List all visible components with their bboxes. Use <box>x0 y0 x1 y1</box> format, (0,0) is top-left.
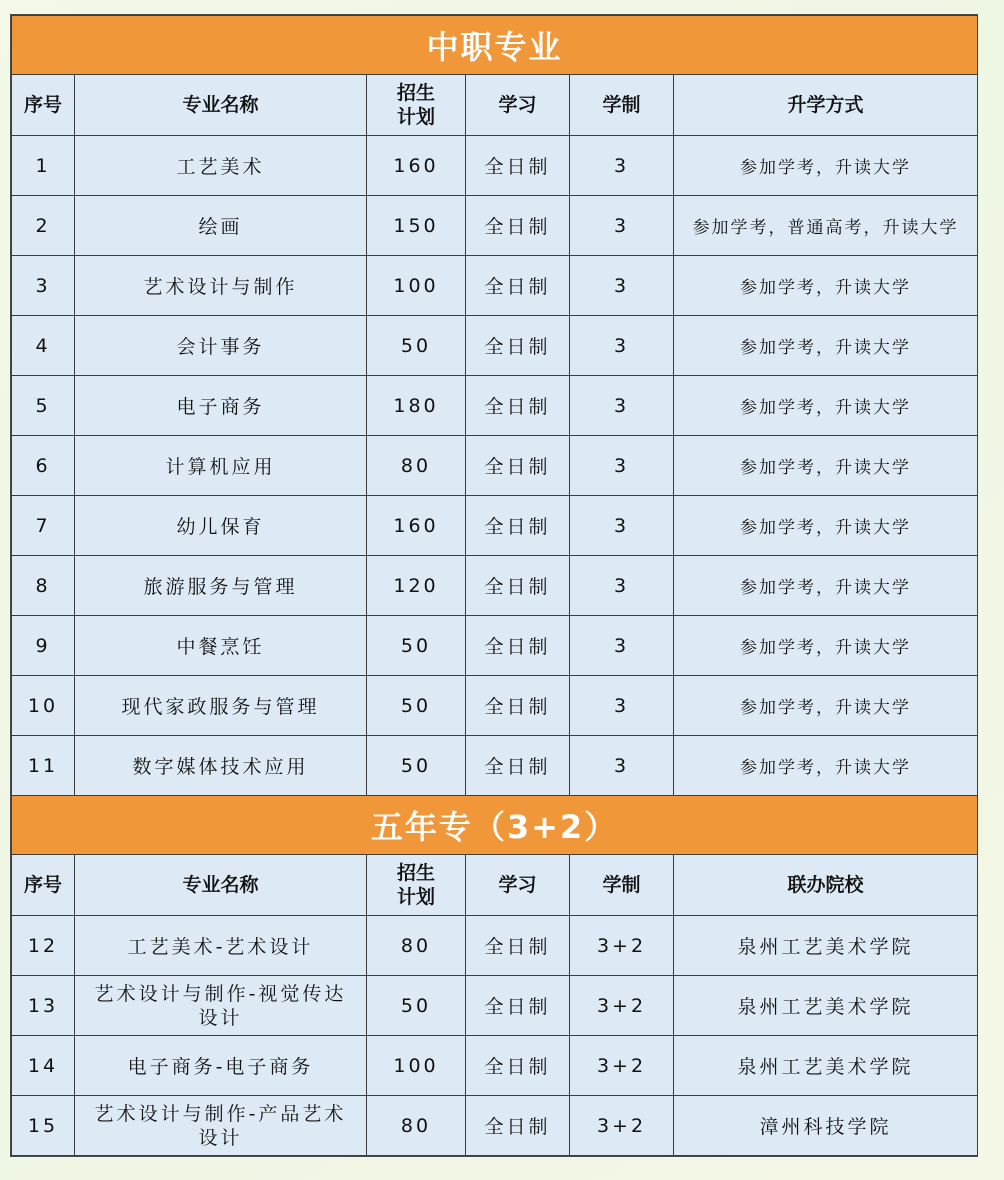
cell-index: 8 <box>12 556 75 616</box>
cell-enrollment-plan: 80 <box>367 436 466 496</box>
column-header-pathway: 升学方式 <box>674 75 978 136</box>
table-row <box>12 496 978 556</box>
cell-index: 7 <box>12 496 75 556</box>
cell-study-mode: 全日制 <box>466 436 570 496</box>
cell-major-name: 艺术设计与制作-视觉传达设计 <box>75 976 367 1036</box>
cell-pathway: 参加学考，升读大学 <box>674 136 978 196</box>
cell-duration: 3 <box>570 556 674 616</box>
cell-study-mode: 全日制 <box>466 916 570 976</box>
table-row <box>12 256 978 316</box>
cell-major-name: 艺术设计与制作 <box>75 256 367 316</box>
cell-index: 12 <box>12 916 75 976</box>
cell-major-name: 计算机应用 <box>75 436 367 496</box>
cell-major-name: 幼儿保育 <box>75 496 367 556</box>
cell-pathway: 参加学考，升读大学 <box>674 676 978 736</box>
cell-major-name: 数字媒体技术应用 <box>75 736 367 796</box>
table-row <box>12 616 978 676</box>
cell-study-mode: 全日制 <box>466 616 570 676</box>
section-banner <box>12 16 978 75</box>
cell-major-name: 会计事务 <box>75 316 367 376</box>
table-row <box>12 1096 978 1156</box>
column-header-index: 序号 <box>12 855 75 916</box>
column-header-major-name: 专业名称 <box>75 75 367 136</box>
cell-major-name: 电子商务 <box>75 376 367 436</box>
cell-study-mode: 全日制 <box>466 136 570 196</box>
cell-enrollment-plan: 50 <box>367 976 466 1036</box>
table-row <box>12 916 978 976</box>
column-header-pathway: 联办院校 <box>674 855 978 916</box>
cell-pathway: 参加学考，升读大学 <box>674 376 978 436</box>
cell-duration: 3 <box>570 496 674 556</box>
cell-major-name: 现代家政服务与管理 <box>75 676 367 736</box>
table-row <box>12 676 978 736</box>
cell-index: 9 <box>12 616 75 676</box>
cell-enrollment-plan: 100 <box>367 1036 466 1096</box>
cell-pathway: 参加学考，升读大学 <box>674 496 978 556</box>
cell-enrollment-plan: 80 <box>367 916 466 976</box>
cell-study-mode: 全日制 <box>466 676 570 736</box>
cell-study-mode: 全日制 <box>466 376 570 436</box>
cell-pathway: 漳州科技学院 <box>674 1096 978 1156</box>
enrollment-table-sheet <box>10 14 978 1157</box>
section-title: 中职专业 <box>12 16 978 75</box>
table-row <box>12 1036 978 1096</box>
cell-duration: 3 <box>570 136 674 196</box>
table-row <box>12 196 978 256</box>
cell-pathway: 泉州工艺美术学院 <box>674 1036 978 1096</box>
column-header-study-mode: 学习 <box>466 75 570 136</box>
cell-enrollment-plan: 180 <box>367 376 466 436</box>
column-header-enrollment-plan: 招生计划 <box>367 855 466 916</box>
cell-enrollment-plan: 100 <box>367 256 466 316</box>
column-header-study-mode: 学习 <box>466 855 570 916</box>
table-row <box>12 436 978 496</box>
cell-enrollment-plan: 50 <box>367 316 466 376</box>
cell-enrollment-plan: 150 <box>367 196 466 256</box>
cell-study-mode: 全日制 <box>466 496 570 556</box>
enrollment-table <box>11 15 978 1156</box>
cell-index: 10 <box>12 676 75 736</box>
cell-enrollment-plan: 160 <box>367 496 466 556</box>
table-row <box>12 316 978 376</box>
table-row <box>12 136 978 196</box>
column-header-duration: 学制 <box>570 75 674 136</box>
cell-index: 15 <box>12 1096 75 1156</box>
cell-index: 4 <box>12 316 75 376</box>
cell-major-name: 电子商务-电子商务 <box>75 1036 367 1096</box>
cell-index: 14 <box>12 1036 75 1096</box>
cell-study-mode: 全日制 <box>466 556 570 616</box>
cell-major-name: 工艺美术-艺术设计 <box>75 916 367 976</box>
cell-enrollment-plan: 50 <box>367 736 466 796</box>
cell-enrollment-plan: 50 <box>367 676 466 736</box>
column-header-duration: 学制 <box>570 855 674 916</box>
cell-duration: 3 <box>570 256 674 316</box>
cell-duration: 3 <box>570 196 674 256</box>
cell-major-name: 旅游服务与管理 <box>75 556 367 616</box>
cell-index: 3 <box>12 256 75 316</box>
cell-duration: 3 <box>570 616 674 676</box>
cell-study-mode: 全日制 <box>466 316 570 376</box>
cell-pathway: 参加学考，升读大学 <box>674 316 978 376</box>
cell-pathway: 泉州工艺美术学院 <box>674 916 978 976</box>
cell-duration: 3+2 <box>570 1096 674 1156</box>
column-header-index: 序号 <box>12 75 75 136</box>
cell-enrollment-plan: 80 <box>367 1096 466 1156</box>
section-banner <box>12 796 978 855</box>
cell-index: 5 <box>12 376 75 436</box>
table-row <box>12 556 978 616</box>
cell-enrollment-plan: 120 <box>367 556 466 616</box>
cell-pathway: 泉州工艺美术学院 <box>674 976 978 1036</box>
cell-study-mode: 全日制 <box>466 196 570 256</box>
cell-enrollment-plan: 50 <box>367 616 466 676</box>
cell-study-mode: 全日制 <box>466 1036 570 1096</box>
cell-duration: 3 <box>570 316 674 376</box>
cell-major-name: 工艺美术 <box>75 136 367 196</box>
cell-study-mode: 全日制 <box>466 976 570 1036</box>
cell-duration: 3+2 <box>570 1036 674 1096</box>
cell-duration: 3+2 <box>570 976 674 1036</box>
table-row <box>12 376 978 436</box>
column-header-major-name: 专业名称 <box>75 855 367 916</box>
cell-index: 6 <box>12 436 75 496</box>
cell-index: 13 <box>12 976 75 1036</box>
cell-duration: 3 <box>570 376 674 436</box>
cell-major-name: 绘画 <box>75 196 367 256</box>
column-header-enrollment-plan: 招生计划 <box>367 75 466 136</box>
cell-index: 1 <box>12 136 75 196</box>
table-body <box>12 16 978 1156</box>
cell-pathway: 参加学考，升读大学 <box>674 736 978 796</box>
header-row <box>12 855 978 916</box>
cell-duration: 3+2 <box>570 916 674 976</box>
cell-pathway: 参加学考，升读大学 <box>674 556 978 616</box>
cell-study-mode: 全日制 <box>466 1096 570 1156</box>
cell-study-mode: 全日制 <box>466 256 570 316</box>
cell-major-name: 中餐烹饪 <box>75 616 367 676</box>
cell-enrollment-plan: 160 <box>367 136 466 196</box>
header-row <box>12 75 978 136</box>
table-row <box>12 736 978 796</box>
cell-duration: 3 <box>570 736 674 796</box>
cell-pathway: 参加学考，升读大学 <box>674 256 978 316</box>
cell-study-mode: 全日制 <box>466 736 570 796</box>
cell-major-name: 艺术设计与制作-产品艺术设计 <box>75 1096 367 1156</box>
section-title: 五年专（3+2） <box>12 796 978 855</box>
cell-pathway: 参加学考，升读大学 <box>674 616 978 676</box>
cell-pathway: 参加学考，升读大学 <box>674 436 978 496</box>
cell-index: 11 <box>12 736 75 796</box>
cell-duration: 3 <box>570 436 674 496</box>
cell-pathway: 参加学考，普通高考，升读大学 <box>674 196 978 256</box>
cell-duration: 3 <box>570 676 674 736</box>
table-row <box>12 976 978 1036</box>
cell-index: 2 <box>12 196 75 256</box>
